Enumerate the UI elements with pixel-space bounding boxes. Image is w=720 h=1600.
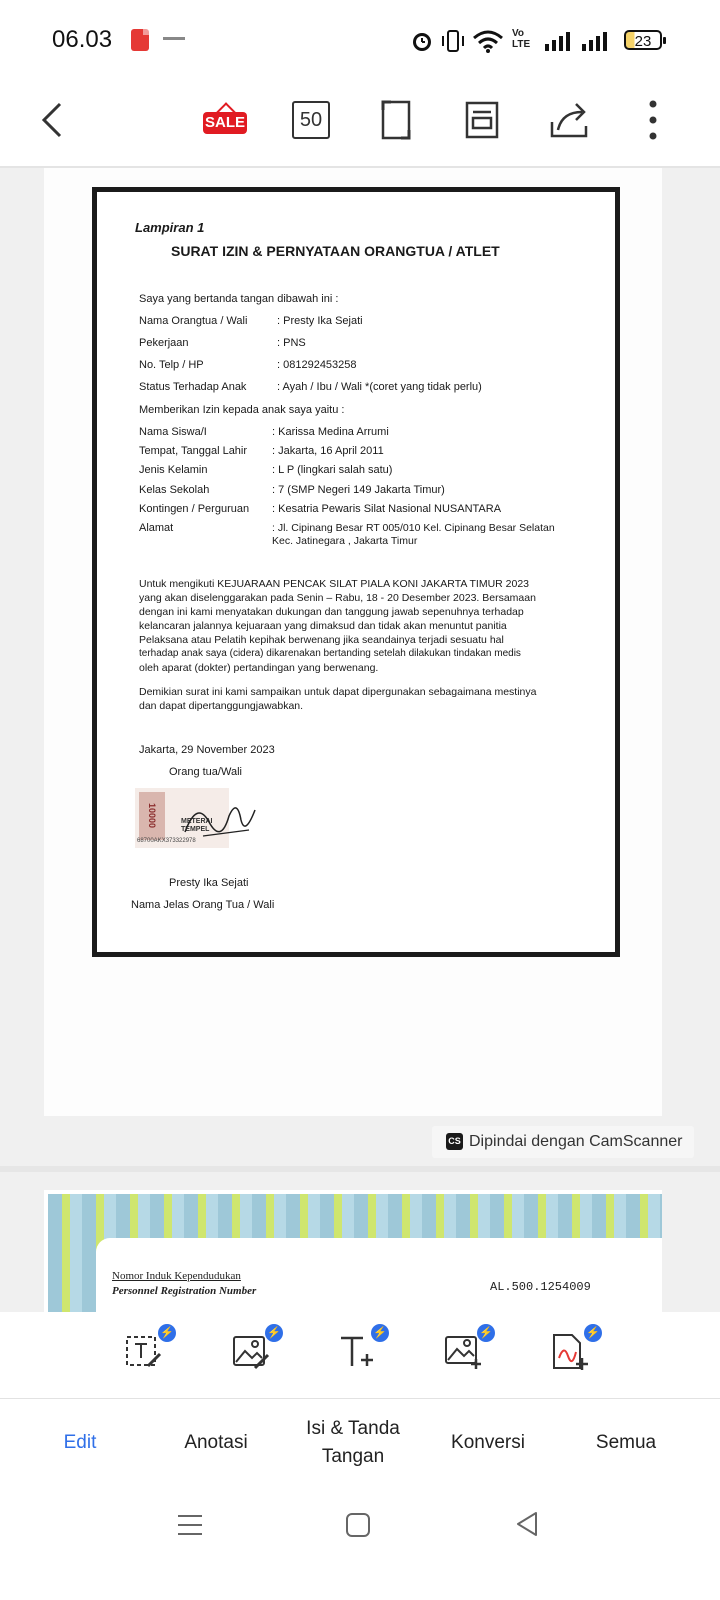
paragraph-line-6: terhadap anak saya (cidera) dikarenakan bertanding setelah dilakukan tindakan medis xyxy=(139,648,521,659)
permission-text: Memberikan Izin kepada anak saya yaitu : xyxy=(139,404,345,416)
page-count-button[interactable]: 50 xyxy=(292,101,330,139)
status-time: 06.03 xyxy=(52,26,113,53)
tab-edit[interactable]: Edit xyxy=(63,1432,97,1453)
phone-label: No. Telp / HP xyxy=(139,359,204,371)
tab-konversi[interactable]: Konversi xyxy=(451,1432,525,1453)
wifi-icon xyxy=(472,28,504,54)
lampiran-label: Lampiran 1 xyxy=(135,220,205,235)
camscanner-label: Dipindai dengan CamScanner xyxy=(469,1133,683,1150)
address-label: Alamat xyxy=(139,522,174,534)
signer-name: Presty Ika Sejati xyxy=(169,877,249,889)
sale-button[interactable] xyxy=(203,100,247,136)
paragraph-line-5: Pelaksana atau Pelatih kepihak berwenang jika seandainya terjadi sesuatu hal xyxy=(139,634,504,646)
nik-label: Nomor Induk Kependudukan xyxy=(112,1270,241,1282)
closing-line-1: Demikian surat ini kami sampaikan untuk dapat dipergunakan sebagaimana mestinya xyxy=(139,686,537,698)
home-icon[interactable] xyxy=(345,1512,371,1538)
notification-text-icon xyxy=(163,37,185,40)
edit-image-icon xyxy=(231,1332,271,1372)
status-bar xyxy=(0,0,720,80)
premium-badge-icon: ⚡ xyxy=(265,1324,283,1342)
paragraph-line-3: dengan ini kami menyatakan dukungan dan tanggung jawab sepenuhnya terhadap xyxy=(139,606,524,618)
signal-icon-2 xyxy=(581,30,611,52)
parent-name-value: : Presty Ika Sejati xyxy=(277,315,363,327)
status-value: : Ayah / Ibu / Wali *(coret yang tidak perlu) xyxy=(277,381,482,393)
add-text-icon xyxy=(337,1332,377,1372)
sale-label: SALE xyxy=(203,112,247,134)
letter-title: SURAT IZIN & PERNYATAAN ORANGTUA / ATLET xyxy=(171,243,500,259)
add-text-tool[interactable] xyxy=(337,1327,387,1380)
stamp-value: 10000 xyxy=(139,792,165,840)
intro-text: Saya yang bertanda tangan dibawah ini : xyxy=(139,293,339,305)
class-value: : 7 (SMP Negeri 149 Jakarta Timur) xyxy=(272,484,445,496)
add-image-tool[interactable] xyxy=(443,1327,493,1380)
class-label: Kelas Sekolah xyxy=(139,484,210,496)
add-signature-doc-icon xyxy=(550,1332,590,1372)
closing-line-2: dan dapat dipertanggungjawabkan. xyxy=(139,700,304,712)
premium-badge-icon: ⚡ xyxy=(584,1324,602,1342)
alarm-icon xyxy=(409,28,435,54)
page-divider xyxy=(0,1166,720,1172)
more-vertical-icon[interactable] xyxy=(646,98,660,142)
edit-image-tool[interactable] xyxy=(231,1327,281,1380)
premium-badge-icon: ⚡ xyxy=(158,1324,176,1342)
stamp-serial: 68700AKX373322978 xyxy=(137,838,196,844)
gender-label: Jenis Kelamin xyxy=(139,464,208,476)
birth-label: Tempat, Tanggal Lahir xyxy=(139,445,248,457)
signer-role: Orang tua/Wali xyxy=(169,766,242,778)
occupation-value: : PNS xyxy=(277,337,306,349)
nik-number: AL.500.1254009 xyxy=(490,1280,591,1294)
contingent-value: : Kesatria Pewaris Silat Nasional NUSANTARA xyxy=(272,503,502,515)
tab-isi-tanda-tangan[interactable]: Isi & Tanda Tangan xyxy=(306,1418,400,1467)
phone-value: : 081292453258 xyxy=(277,359,357,371)
tab-semua[interactable]: Semua xyxy=(595,1432,657,1453)
share-icon[interactable] xyxy=(548,100,590,140)
camscanner-watermark xyxy=(432,1126,694,1158)
premium-badge-icon: ⚡ xyxy=(477,1324,495,1342)
system-nav-bar xyxy=(0,1486,720,1600)
paragraph-line-4: kelancaran jalannya kejuaraan yang dimaksud dan tidak akan menuntut panitia xyxy=(139,620,507,632)
paragraph-line-2: yang akan diselenggarakan pada Senin – Rabu, 18 - 20 Desember 2023. Bersamaan xyxy=(139,592,536,604)
address-line-2: Kec. Jatinegara , Jakarta Timur xyxy=(272,535,418,547)
top-toolbar xyxy=(0,80,720,168)
bottom-tab-bar xyxy=(0,1398,720,1487)
gender-value: : L P (lingkari salah satu) xyxy=(272,464,393,476)
status-label: Status Terhadap Anak xyxy=(139,381,247,393)
back-chevron-icon[interactable] xyxy=(38,100,66,140)
pdf-notification-icon xyxy=(131,29,149,51)
page-layout-icon[interactable] xyxy=(464,100,500,140)
birth-value: : Jakarta, 16 April 2011 xyxy=(272,445,384,457)
add-image-icon xyxy=(443,1332,483,1372)
letter-frame xyxy=(92,187,620,957)
stamp-text: METERAI TEMPEL xyxy=(181,818,213,833)
place-date: Jakarta, 29 November 2023 xyxy=(139,744,275,756)
signer-caption: Nama Jelas Orang Tua / Wali xyxy=(131,899,275,911)
parent-name-label: Nama Orangtua / Wali xyxy=(139,315,248,327)
back-icon[interactable] xyxy=(514,1510,540,1538)
paragraph-line-7: oleh aparat (dokter) pertandingan yang berwenang. xyxy=(139,662,379,674)
document-page-2[interactable] xyxy=(44,1190,662,1312)
camscanner-logo-icon: CS xyxy=(446,1133,463,1150)
edit-text-tool[interactable] xyxy=(124,1327,174,1380)
student-name-label: Nama Siswa/I xyxy=(139,426,207,438)
contingent-label: Kontingen / Perguruan xyxy=(139,503,250,515)
student-name-value: : Karissa Medina Arrumi xyxy=(272,426,389,438)
vibrate-icon xyxy=(441,28,465,54)
paragraph-line-1: Untuk mengikuti KEJUARAAN PENCAK SILAT PIALA KONI JAKARTA TIMUR 2023 xyxy=(139,578,530,590)
signal-icon xyxy=(544,30,574,52)
signature-icon xyxy=(179,792,259,848)
tab-anotasi[interactable]: Anotasi xyxy=(184,1432,248,1453)
battery-icon: 23 xyxy=(624,30,662,50)
address-value: : Jl. Cipinang Besar RT 005/010 Kel. Cipinang Besar Selatan xyxy=(272,522,555,534)
premium-badge-icon: ⚡ xyxy=(371,1324,389,1342)
add-signature-tool[interactable] xyxy=(550,1327,600,1380)
edit-text-icon xyxy=(124,1332,164,1372)
edit-tools-row xyxy=(0,1312,720,1398)
nik-label-en: Personnel Registration Number xyxy=(112,1285,257,1297)
menu-icon[interactable] xyxy=(176,1512,204,1538)
fullscreen-icon[interactable] xyxy=(380,98,412,142)
volte-icon: Vo LTE xyxy=(512,28,531,50)
occupation-label: Pekerjaan xyxy=(139,337,189,349)
